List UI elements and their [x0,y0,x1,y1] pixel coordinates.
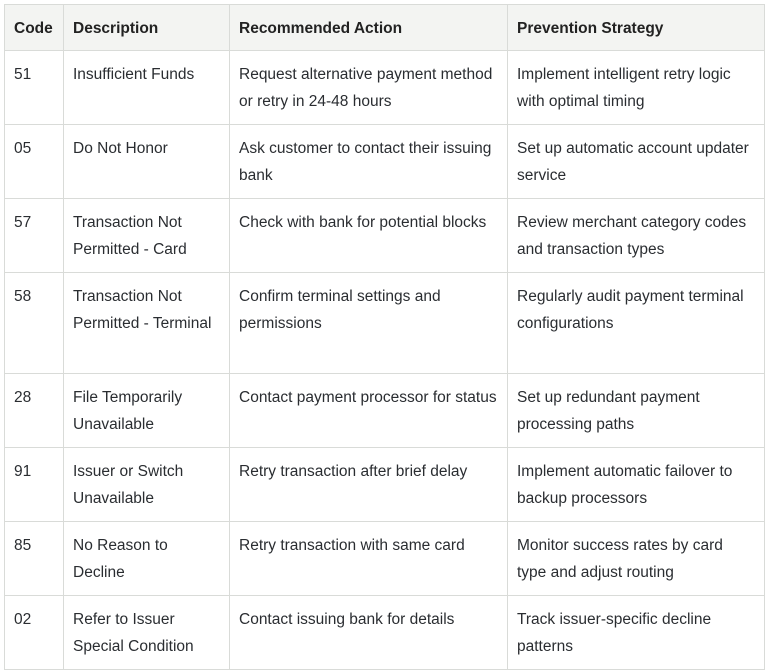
header-row [5,5,765,51]
cell-description: Transaction Not Permitted - Terminal [64,273,230,374]
table-row [5,374,765,448]
cell-action: Contact issuing bank for details [230,596,508,670]
cell-action: Check with bank for potential blocks [230,199,508,273]
cell-prevention: Review merchant category codes and transaction types [508,199,765,273]
cell-action: Retry transaction with same card [230,522,508,596]
cell-description: Issuer or Switch Unavailable [64,448,230,522]
header-recommended-action: Recommended Action [230,5,508,51]
cell-prevention: Set up redundant payment processing paths [508,374,765,448]
cell-code: 57 [5,199,64,273]
header-code: Code [5,5,64,51]
table-row [5,199,765,273]
cell-code: 05 [5,125,64,199]
cell-description: Transaction Not Permitted - Card [64,199,230,273]
table-row [5,51,765,125]
decline-codes-table [4,4,765,670]
cell-prevention: Implement automatic failover to backup processors [508,448,765,522]
cell-description: No Reason to Decline [64,522,230,596]
cell-action: Retry transaction after brief delay [230,448,508,522]
cell-action: Confirm terminal settings and permissions [230,273,508,374]
table-row [5,273,765,374]
table-row [5,448,765,522]
table-body [5,51,765,670]
cell-prevention: Regularly audit payment terminal configurations [508,273,765,374]
table-header [5,5,765,51]
cell-prevention: Track issuer-specific decline patterns [508,596,765,670]
table-row [5,596,765,670]
decline-codes-table-container [4,4,764,666]
cell-code: 58 [5,273,64,374]
cell-description: File Temporarily Unavailable [64,374,230,448]
header-prevention-strategy: Prevention Strategy [508,5,765,51]
cell-prevention: Implement intelligent retry logic with optimal timing [508,51,765,125]
cell-code: 02 [5,596,64,670]
cell-code: 28 [5,374,64,448]
cell-code: 85 [5,522,64,596]
cell-action: Contact payment processor for status [230,374,508,448]
cell-prevention: Monitor success rates by card type and adjust routing [508,522,765,596]
cell-description: Insufficient Funds [64,51,230,125]
table-row [5,522,765,596]
cell-description: Refer to Issuer Special Condition [64,596,230,670]
cell-code: 51 [5,51,64,125]
cell-prevention: Set up automatic account updater service [508,125,765,199]
table-row [5,125,765,199]
cell-action: Request alternative payment method or retry in 24-48 hours [230,51,508,125]
cell-code: 91 [5,448,64,522]
cell-description: Do Not Honor [64,125,230,199]
cell-action: Ask customer to contact their issuing bank [230,125,508,199]
header-description: Description [64,5,230,51]
